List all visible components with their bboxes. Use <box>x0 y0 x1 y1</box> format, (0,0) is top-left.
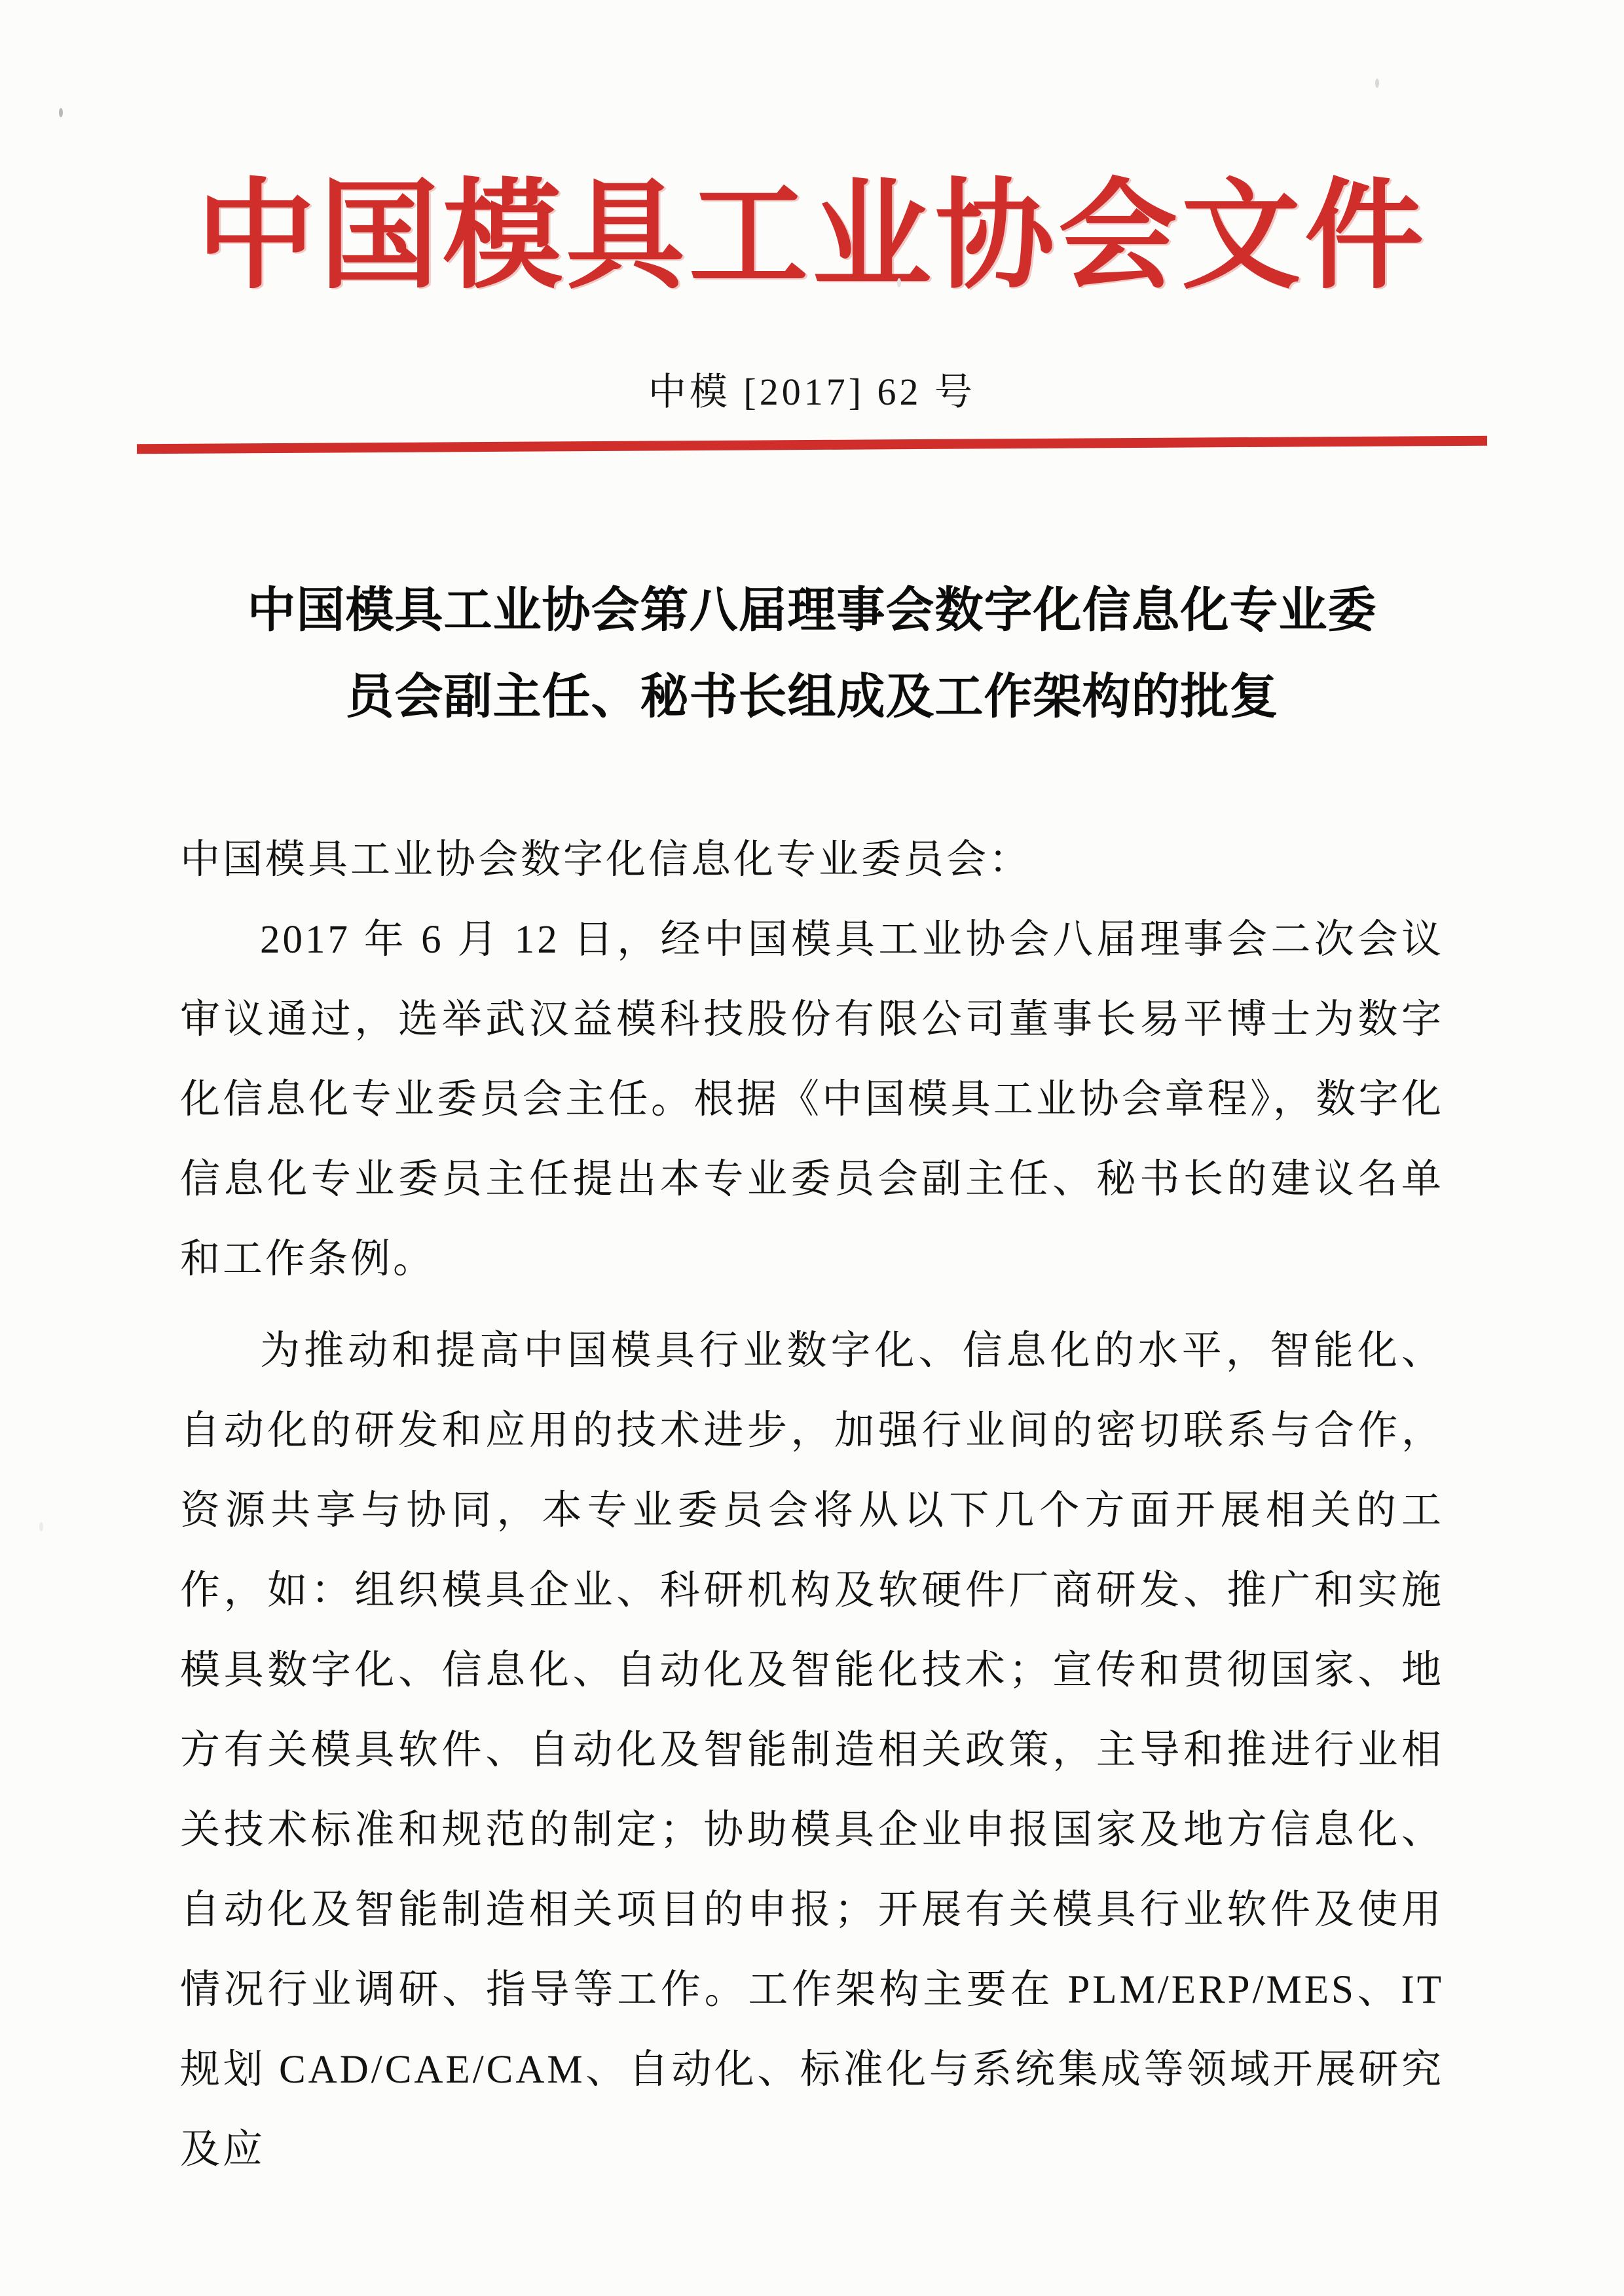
body-paragraph-2: 为推动和提高中国模具行业数字化、信息化的水平，智能化、自动化的研发和应用的技术进步，加强行业间的密切联系与合作，资源共享与协同，本专业委员会将从以下几个方面开展相关的工作，如：组织模具企业、科研机构及软硬件厂商研发、推广和实施模具数字化、信息化、自动化及智能化技术；宣传和贯彻国家、地方有关模具软件、自动化及智能制造相关政策，主导和推进行业相关技术标准和规范的制定；协助模具企业申报国家及地方信息化、自动化及智能制造相关项目的申报；开展有关模具行业软件及使用情况行业调研、指导等工作。工作架构主要在 PLM/ERP/MES、IT 规划 CAD/CAE/CAM、自动化、标准化与系统集成等领域开展研究及应 <box>180 1329 1444 2172</box>
red-divider-line <box>137 436 1487 454</box>
doc-number: 中模 [2017] 62 号 <box>648 371 976 413</box>
org-letterhead-title: 中国模具工业协会文件 <box>196 172 1428 303</box>
doc-title-line-1: 中国模具工业协会第八届理事会数字化信息化专业委 <box>247 584 1377 638</box>
salutation: 中国模具工业协会数字化信息化专业委员会： <box>180 838 1032 882</box>
doc-title-line-2: 员会副主任、秘书长组成及工作架构的批复 <box>345 670 1279 724</box>
body-paragraph-1: 2017 年 6 月 12 日，经中国模具工业协会八届理事会二次会议审议通过，选举武汉益模科技股份有限公司董事长易平博士为数字化信息化专业委员会主任。根据《中国模具工业协会章程》，数字化信息化专业委员主任提出本专业委员会副主任、秘书长的建议名单和工作条例。 <box>180 918 1444 1281</box>
document-body <box>180 820 1444 2190</box>
doc-title <box>0 568 1624 740</box>
